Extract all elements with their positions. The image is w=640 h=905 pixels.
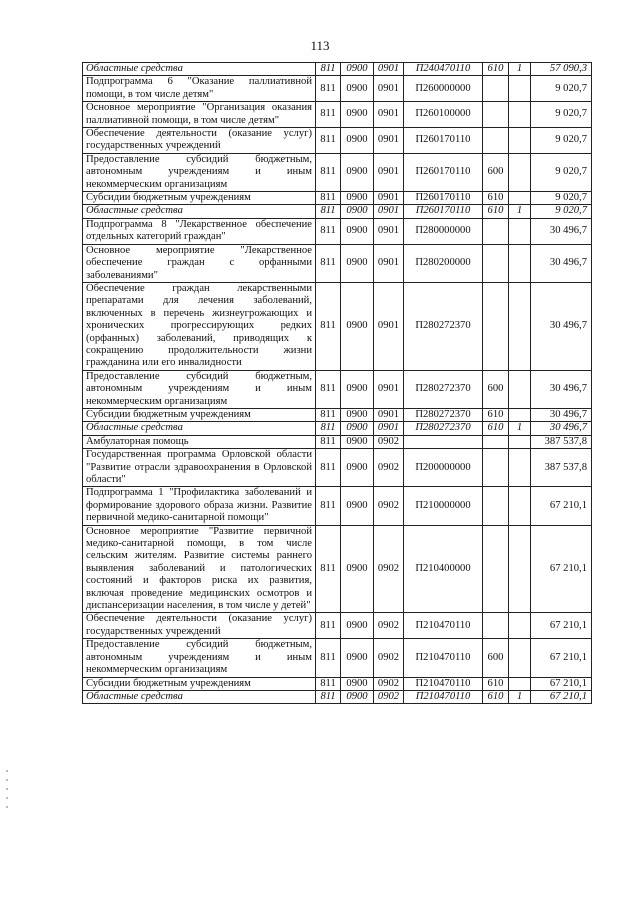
funds-kind-cell <box>509 408 531 421</box>
subsection-code-cell: 0902 <box>374 435 404 448</box>
section-code-cell: 0900 <box>341 639 374 677</box>
funds-kind-cell <box>509 677 531 690</box>
target-article-cell: П260170110 <box>404 153 483 191</box>
subsection-code-cell: 0901 <box>374 408 404 421</box>
row-name-cell: Субсидии бюджетным учреждениям <box>83 677 316 690</box>
section-code-cell: 0900 <box>341 282 374 370</box>
target-article-cell: П210000000 <box>404 487 483 525</box>
admin-code-cell: 811 <box>316 449 341 487</box>
amount-cell: 9 020,7 <box>531 102 592 128</box>
amount-cell: 9 020,7 <box>531 128 592 154</box>
expense-type-cell <box>483 128 509 154</box>
amount-cell: 30 496,7 <box>531 282 592 370</box>
amount-cell: 30 496,7 <box>531 218 592 244</box>
row-name-cell: Обеспечение деятельности (оказание услуг) государственных учреждений <box>83 613 316 639</box>
funds-kind-cell <box>509 435 531 448</box>
expense-type-cell: 610 <box>483 192 509 205</box>
target-article-cell: П240470110 <box>404 63 483 76</box>
admin-code-cell: 811 <box>316 690 341 703</box>
admin-code-cell: 811 <box>316 487 341 525</box>
expense-type-cell: 610 <box>483 205 509 218</box>
table-row <box>83 408 592 421</box>
row-name-cell: Предоставление субсидий бюджетным, автономным учреждениям и иным некоммерческим организациям <box>83 370 316 408</box>
target-article-cell: П280272370 <box>404 282 483 370</box>
margin-dots <box>6 770 10 815</box>
funds-kind-cell: 1 <box>509 690 531 703</box>
expense-type-cell: 610 <box>483 422 509 435</box>
table-row <box>83 639 592 677</box>
subsection-code-cell: 0901 <box>374 282 404 370</box>
table-body <box>83 63 592 704</box>
expense-type-cell <box>483 435 509 448</box>
budget-table <box>82 62 592 704</box>
section-code-cell: 0900 <box>341 244 374 282</box>
row-name-cell: Областные средства <box>83 205 316 218</box>
subsection-code-cell: 0901 <box>374 153 404 191</box>
admin-code-cell: 811 <box>316 63 341 76</box>
row-name-cell: Предоставление субсидий бюджетным, автономным учреждениям и иным некоммерческим организациям <box>83 153 316 191</box>
target-article-cell: П280272370 <box>404 408 483 421</box>
admin-code-cell: 811 <box>316 282 341 370</box>
funds-kind-cell <box>509 639 531 677</box>
admin-code-cell: 811 <box>316 244 341 282</box>
funds-kind-cell <box>509 525 531 613</box>
table-row <box>83 487 592 525</box>
expense-type-cell: 610 <box>483 677 509 690</box>
target-article-cell: П260170110 <box>404 192 483 205</box>
section-code-cell: 0900 <box>341 218 374 244</box>
expense-type-cell <box>483 613 509 639</box>
amount-cell: 67 210,1 <box>531 690 592 703</box>
expense-type-cell: 610 <box>483 690 509 703</box>
row-name-cell: Подпрограмма 8 "Лекарственное обеспечение отдельных категорий граждан" <box>83 218 316 244</box>
table-row <box>83 76 592 102</box>
expense-type-cell <box>483 282 509 370</box>
funds-kind-cell <box>509 370 531 408</box>
table-row <box>83 422 592 435</box>
target-article-cell: П280272370 <box>404 370 483 408</box>
table-row <box>83 128 592 154</box>
subsection-code-cell: 0901 <box>374 63 404 76</box>
funds-kind-cell <box>509 244 531 282</box>
table-row <box>83 525 592 613</box>
admin-code-cell: 811 <box>316 153 341 191</box>
section-code-cell: 0900 <box>341 192 374 205</box>
row-name-cell: Основное мероприятие "Лекарственное обеспечение граждан с орфанными заболеваниями" <box>83 244 316 282</box>
expense-type-cell: 600 <box>483 639 509 677</box>
table-row <box>83 63 592 76</box>
amount-cell: 67 210,1 <box>531 487 592 525</box>
table-row <box>83 244 592 282</box>
row-name-cell: Подпрограмма 1 "Профилактика заболеваний и формирование здорового образа жизни. Развитие первичной медико-санитарной помощи" <box>83 487 316 525</box>
expense-type-cell <box>483 102 509 128</box>
target-article-cell: П210470110 <box>404 677 483 690</box>
funds-kind-cell <box>509 76 531 102</box>
row-name-cell: Субсидии бюджетным учреждениям <box>83 192 316 205</box>
subsection-code-cell: 0902 <box>374 613 404 639</box>
expense-type-cell <box>483 244 509 282</box>
section-code-cell: 0900 <box>341 153 374 191</box>
expense-type-cell: 600 <box>483 370 509 408</box>
admin-code-cell: 811 <box>316 192 341 205</box>
subsection-code-cell: 0902 <box>374 639 404 677</box>
admin-code-cell: 811 <box>316 639 341 677</box>
section-code-cell: 0900 <box>341 102 374 128</box>
table-row <box>83 153 592 191</box>
amount-cell: 387 537,8 <box>531 449 592 487</box>
page-number: 113 <box>310 38 330 53</box>
expense-type-cell <box>483 487 509 525</box>
amount-cell: 57 090,3 <box>531 63 592 76</box>
row-name-cell: Основное мероприятие "Организация оказания паллиативной помощи, в том числе детям" <box>83 102 316 128</box>
expense-type-cell: 600 <box>483 153 509 191</box>
expense-type-cell <box>483 218 509 244</box>
subsection-code-cell: 0902 <box>374 677 404 690</box>
funds-kind-cell: 1 <box>509 422 531 435</box>
funds-kind-cell <box>509 192 531 205</box>
row-name-cell: Основное мероприятие "Развитие первичной медико-санитарной помощи, в том числе сельским жителям. Развитие системы раннего выявления заболеваний и патологических состояний и факторов риска их развития, включая проведение медицинских осмотров и диспансеризации населения, в том числе у детей" <box>83 525 316 613</box>
funds-kind-cell <box>509 487 531 525</box>
admin-code-cell: 811 <box>316 435 341 448</box>
subsection-code-cell: 0902 <box>374 690 404 703</box>
admin-code-cell: 811 <box>316 205 341 218</box>
section-code-cell: 0900 <box>341 690 374 703</box>
table-row <box>83 205 592 218</box>
table-row <box>83 282 592 370</box>
expense-type-cell: 610 <box>483 408 509 421</box>
expense-type-cell <box>483 525 509 613</box>
admin-code-cell: 811 <box>316 613 341 639</box>
target-article-cell: П210400000 <box>404 525 483 613</box>
funds-kind-cell <box>509 102 531 128</box>
admin-code-cell: 811 <box>316 408 341 421</box>
section-code-cell: 0900 <box>341 63 374 76</box>
section-code-cell: 0900 <box>341 408 374 421</box>
amount-cell: 387 537,8 <box>531 435 592 448</box>
funds-kind-cell <box>509 128 531 154</box>
subsection-code-cell: 0902 <box>374 449 404 487</box>
subsection-code-cell: 0901 <box>374 192 404 205</box>
target-article-cell: П210470110 <box>404 613 483 639</box>
table-row <box>83 435 592 448</box>
amount-cell: 67 210,1 <box>531 613 592 639</box>
funds-kind-cell <box>509 282 531 370</box>
target-article-cell: П210470110 <box>404 639 483 677</box>
subsection-code-cell: 0901 <box>374 128 404 154</box>
target-article-cell: П280000000 <box>404 218 483 244</box>
subsection-code-cell: 0901 <box>374 76 404 102</box>
row-name-cell: Предоставление субсидий бюджетным, автономным учреждениям и иным некоммерческим организациям <box>83 639 316 677</box>
funds-kind-cell <box>509 449 531 487</box>
funds-kind-cell: 1 <box>509 205 531 218</box>
admin-code-cell: 811 <box>316 218 341 244</box>
row-name-cell: Областные средства <box>83 422 316 435</box>
table-row <box>83 690 592 703</box>
row-name-cell: Амбулаторная помощь <box>83 435 316 448</box>
subsection-code-cell: 0901 <box>374 370 404 408</box>
subsection-code-cell: 0901 <box>374 205 404 218</box>
target-article-cell: П260100000 <box>404 102 483 128</box>
section-code-cell: 0900 <box>341 677 374 690</box>
row-name-cell: Обеспечение деятельности (оказание услуг) государственных учреждений <box>83 128 316 154</box>
amount-cell: 30 496,7 <box>531 422 592 435</box>
funds-kind-cell <box>509 613 531 639</box>
table-row <box>83 102 592 128</box>
admin-code-cell: 811 <box>316 102 341 128</box>
funds-kind-cell <box>509 153 531 191</box>
expense-type-cell <box>483 449 509 487</box>
amount-cell: 9 020,7 <box>531 192 592 205</box>
subsection-code-cell: 0902 <box>374 525 404 613</box>
target-article-cell: П200000000 <box>404 449 483 487</box>
target-article-cell: П260170110 <box>404 205 483 218</box>
section-code-cell: 0900 <box>341 370 374 408</box>
target-article-cell: П280272370 <box>404 422 483 435</box>
expense-type-cell: 610 <box>483 63 509 76</box>
section-code-cell: 0900 <box>341 613 374 639</box>
amount-cell: 9 020,7 <box>531 76 592 102</box>
admin-code-cell: 811 <box>316 76 341 102</box>
subsection-code-cell: 0901 <box>374 102 404 128</box>
target-article-cell: П260000000 <box>404 76 483 102</box>
admin-code-cell: 811 <box>316 128 341 154</box>
section-code-cell: 0900 <box>341 76 374 102</box>
section-code-cell: 0900 <box>341 487 374 525</box>
table-row <box>83 370 592 408</box>
funds-kind-cell <box>509 218 531 244</box>
amount-cell: 67 210,1 <box>531 525 592 613</box>
row-name-cell: Областные средства <box>83 690 316 703</box>
expense-type-cell <box>483 76 509 102</box>
section-code-cell: 0900 <box>341 128 374 154</box>
admin-code-cell: 811 <box>316 677 341 690</box>
amount-cell: 30 496,7 <box>531 244 592 282</box>
amount-cell: 67 210,1 <box>531 639 592 677</box>
admin-code-cell: 811 <box>316 525 341 613</box>
target-article-cell: П210470110 <box>404 690 483 703</box>
row-name-cell: Государственная программа Орловской области "Развитие отрасли здравоохранения в Орловской области" <box>83 449 316 487</box>
target-article-cell <box>404 435 483 448</box>
amount-cell: 9 020,7 <box>531 153 592 191</box>
amount-cell: 30 496,7 <box>531 370 592 408</box>
admin-code-cell: 811 <box>316 422 341 435</box>
row-name-cell: Субсидии бюджетным учреждениям <box>83 408 316 421</box>
table-row <box>83 613 592 639</box>
section-code-cell: 0900 <box>341 435 374 448</box>
target-article-cell: П260170110 <box>404 128 483 154</box>
section-code-cell: 0900 <box>341 205 374 218</box>
admin-code-cell: 811 <box>316 370 341 408</box>
subsection-code-cell: 0901 <box>374 244 404 282</box>
table-row <box>83 218 592 244</box>
section-code-cell: 0900 <box>341 449 374 487</box>
row-name-cell: Обеспечение граждан лекарственными препаратами для лечения заболеваний, включенных в перечень жизнеугрожающих и хронических прогрессирующих редких (орфанных) заболеваний, приводящих к сокращению продолжительности жизни гражданина или его инвалидности <box>83 282 316 370</box>
subsection-code-cell: 0901 <box>374 422 404 435</box>
amount-cell: 30 496,7 <box>531 408 592 421</box>
section-code-cell: 0900 <box>341 422 374 435</box>
table-row <box>83 449 592 487</box>
table-row <box>83 677 592 690</box>
table-row <box>83 192 592 205</box>
row-name-cell: Областные средства <box>83 63 316 76</box>
row-name-cell: Подпрограмма 6 "Оказание паллиативной помощи, в том числе детям" <box>83 76 316 102</box>
funds-kind-cell: 1 <box>509 63 531 76</box>
target-article-cell: П280200000 <box>404 244 483 282</box>
section-code-cell: 0900 <box>341 525 374 613</box>
amount-cell: 67 210,1 <box>531 677 592 690</box>
subsection-code-cell: 0901 <box>374 218 404 244</box>
subsection-code-cell: 0902 <box>374 487 404 525</box>
amount-cell: 9 020,7 <box>531 205 592 218</box>
